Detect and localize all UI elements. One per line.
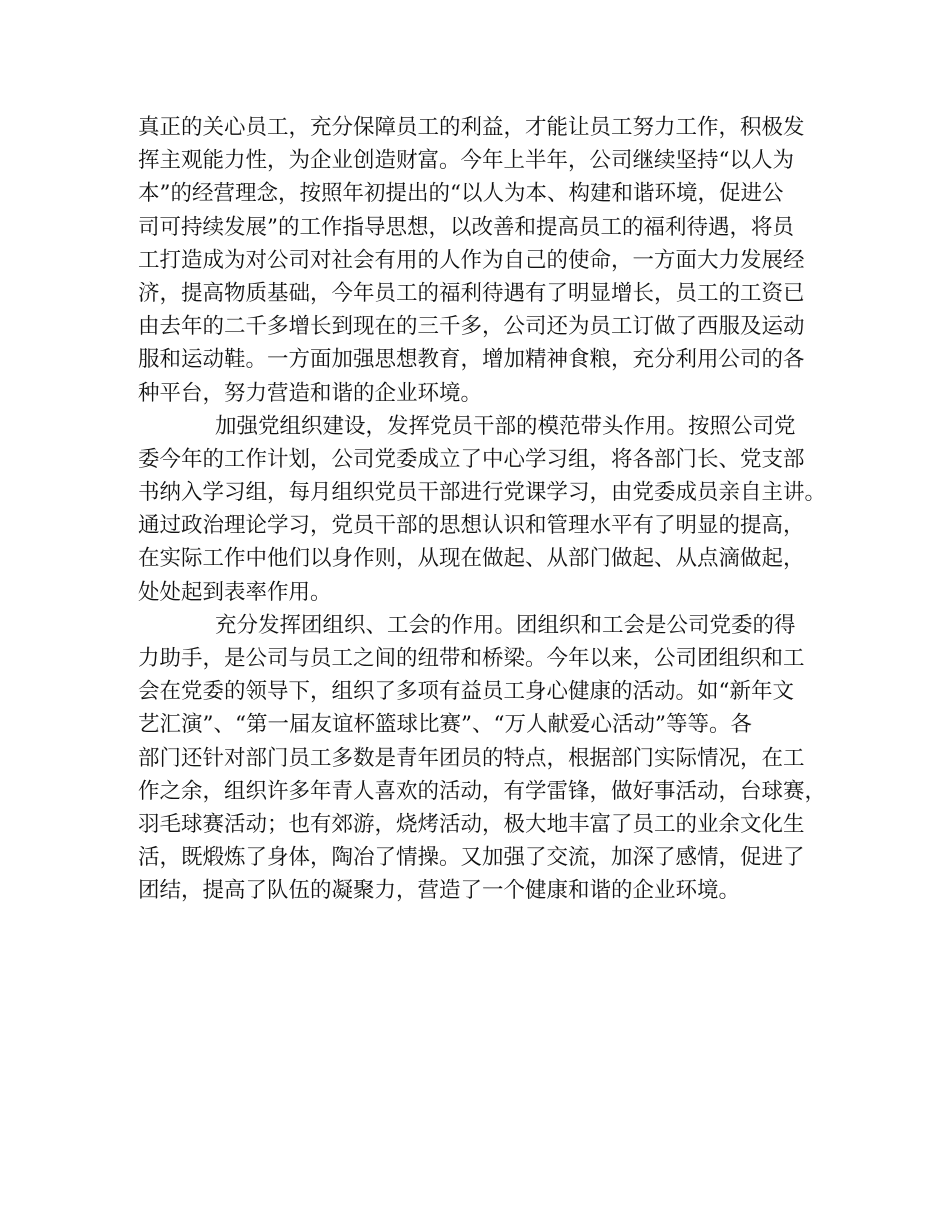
text-line: 种平台，努力营造和谐的企业环境。 <box>138 380 483 406</box>
paragraph-party-building <box>138 410 828 609</box>
text-line: 工打造成为对公司对社会有用的人作为自己的使命，一方面大力发展经 <box>138 247 805 273</box>
text-line: 挥主观能力性，为企业创造财富。今年上半年，公司继续坚持“以人为 <box>138 148 794 174</box>
text-line: 真正的关心员工，充分保障员工的利益，才能让员工努力工作，积极发 <box>138 115 805 140</box>
paragraph-league-union <box>138 609 828 908</box>
paragraph-employee-welfare <box>138 111 828 410</box>
text-line: 服和运动鞋。一方面加强思想教育，增加精神食粮，充分利用公司的各 <box>138 347 805 373</box>
text-line: 处处起到表率作用。 <box>138 579 332 605</box>
text-line: 部门还针对部门员工多数是青年团员的特点，根据部门实际情况，在工 <box>138 745 805 771</box>
text-line: 会在党委的领导下，组织了多项有益员工身心健康的活动。如“新年文 <box>138 679 794 705</box>
text-line: 活，既煅炼了身体，陶冶了情操。又加强了交流，加深了感情，促进了 <box>138 845 805 871</box>
text-line: 力助手，是公司与员工之间的纽带和桥梁。今年以来，公司团组织和工 <box>138 646 805 671</box>
document-body <box>138 111 828 908</box>
text-line: 作之余，组织许多年青人喜欢的活动，有学雷锋，做好事活动，台球赛， <box>138 778 827 804</box>
text-line: 济，提高物质基础，今年员工的福利待遇有了明显增长，员工的工资已 <box>138 280 805 306</box>
text-line: 团结，提高了队伍的凝聚力，营造了一个健康和谐的企业环境。 <box>138 878 741 904</box>
text-line-first: 充分发挥团组织、工会的作用。团组织和工会是公司党委的得 <box>215 612 796 638</box>
text-line: 羽毛球赛活动；也有郊游，烧烤活动，极大地丰富了员工的业余文化生 <box>138 811 805 837</box>
text-line: 由去年的二千多增长到现在的三千多，公司还为员工订做了西服及运动 <box>138 314 805 340</box>
text-line: 委今年的工作计划，公司党委成立了中心学习组，将各部门长、党支部 <box>138 446 805 472</box>
text-line: 司可持续发展”的工作指导思想，以改善和提高员工的福利待遇，将员 <box>138 214 794 240</box>
text-line: 书纳入学习组，每月组织党员干部进行党课学习，由党委成员亲自主讲。 <box>138 480 827 506</box>
text-line: 艺汇演”、“第一届友谊杯篮球比赛”、“万人献爱心活动”等等。各 <box>138 712 752 738</box>
text-line: 本”的经营理念，按照年初提出的“以人为本、构建和谐环境，促进公 <box>138 181 784 207</box>
text-line-first: 加强党组织建设，发挥党员干部的模范带头作用。按照公司党 <box>215 413 796 439</box>
text-line: 通过政治理论学习，党员干部的思想认识和管理水平有了明显的提高， <box>138 513 805 539</box>
text-line: 在实际工作中他们以身作则，从现在做起、从部门做起、从点滴做起， <box>138 546 805 572</box>
